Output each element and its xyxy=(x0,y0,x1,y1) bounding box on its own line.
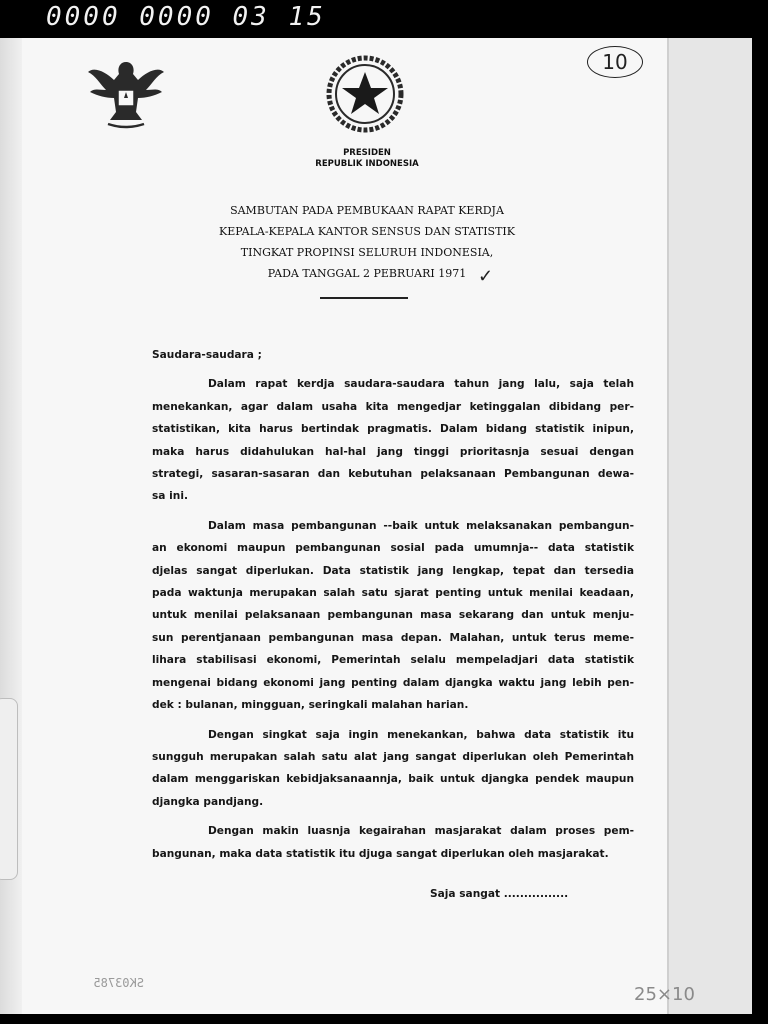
paragraph xyxy=(152,820,634,865)
garuda-emblem-icon xyxy=(84,50,168,130)
office-title: PRESIDEN xyxy=(343,148,391,158)
text-line: bangunan, maka data statistik itu djuga sangat diperlukan oleh masjarakat. xyxy=(152,847,609,860)
paragraph xyxy=(152,373,634,507)
title-line: PADA TANGGAL 2 PEBRUARI 1971 xyxy=(267,267,467,280)
office-heading xyxy=(282,148,452,170)
text-line: Dalam rapat kerdja saudara-saudara tahun jang lalu, saja telah xyxy=(208,378,634,391)
text-line: pada waktunja merupakan salah satu sjarat penting untuk menilai keadaan, xyxy=(152,587,634,600)
text-line: Dengan singkat saja ingin menekankan, bahwa data statistik itu xyxy=(208,728,634,741)
presidential-seal-icon xyxy=(324,54,406,134)
paragraph xyxy=(152,515,634,717)
checkmark-icon: ✓ xyxy=(478,266,494,287)
salutation: Saudara-saudara ; xyxy=(152,349,262,361)
text-line: sa ini. xyxy=(152,490,188,503)
archive-stamp: SK03785 xyxy=(93,976,144,990)
text-line: untuk menilai pelaksanaan pembangunan masa sekarang dan untuk menju- xyxy=(152,609,634,622)
text-line: maka harus didahulukan hal-hal jang tinggi prioritasnja sesuai dengan xyxy=(152,445,634,458)
text-line: sungguh merupakan salah satu alat jang sangat diperlukan oleh Pemerintah xyxy=(152,750,634,763)
speech-body xyxy=(152,344,634,865)
text-line: lihara stabilisasi ekonomi, Pemerintah selalu mempeladjari data statistik xyxy=(152,654,634,667)
text-line: djangka pandjang. xyxy=(152,795,264,808)
office-subtitle: REPUBLIK INDONESIA xyxy=(315,159,419,169)
text-line: Dengan makin luasnja kegairahan masjarakat dalam proses pem- xyxy=(208,825,634,838)
paragraph xyxy=(152,724,634,814)
text-line: Dalam masa pembangunan --baik untuk melaksanakan pembangun- xyxy=(208,519,634,532)
text-line: menekankan, agar dalam usaha kita mengedjar ketinggalan dibidang per- xyxy=(152,400,634,413)
handwritten-page-number: 10 xyxy=(587,46,643,78)
title-line: SAMBUTAN PADA PEMBUKAAN RAPAT KERDJA xyxy=(230,204,504,217)
text-line: strategi, sasaran-sasaran dan kebutuhan pelaksanaan Pembangunan dewa- xyxy=(152,468,634,481)
letter-sheet xyxy=(22,38,667,1014)
folder-tab xyxy=(0,698,18,880)
microfilm-size-mark: 25×10 xyxy=(634,984,695,1005)
document-page xyxy=(0,38,752,1014)
title-line: KEPALA-KEPALA KANTOR SENSUS DAN STATISTIK xyxy=(219,225,515,238)
text-line: djelas sangat diperlukan. Data statistik jang lengkap, tepat dan tersedia xyxy=(152,564,634,577)
text-line: statistikan, kita harus bertindak pragmatis. Dalam bidang statistik inipun, xyxy=(152,423,634,436)
page-right-margin xyxy=(667,38,752,1014)
text-line: sun perentjanaan pembangunan masa depan. Malahan, untuk terus meme- xyxy=(152,631,634,644)
text-line: dek : bulanan, mingguan, seringkali malahan harian. xyxy=(152,699,469,712)
title-divider xyxy=(320,297,408,299)
microfilm-frame-code: 0000 0000 03 15 xyxy=(46,2,326,32)
text-line: mengenai bidang ekonomi jang penting dalam djangka waktu jang lebih pen- xyxy=(152,676,634,689)
text-line: dalam menggariskan kebidjaksanaannja, baik untuk djangka pendek maupun xyxy=(152,773,634,786)
speech-title xyxy=(152,200,582,284)
closing-line: Saja sangat ................ xyxy=(430,888,569,900)
text-line: an ekonomi maupun pembangunan sosial pada umumnja-- data statistik xyxy=(152,542,634,555)
title-line: TINGKAT PROPINSI SELURUH INDONESIA, xyxy=(240,246,494,259)
